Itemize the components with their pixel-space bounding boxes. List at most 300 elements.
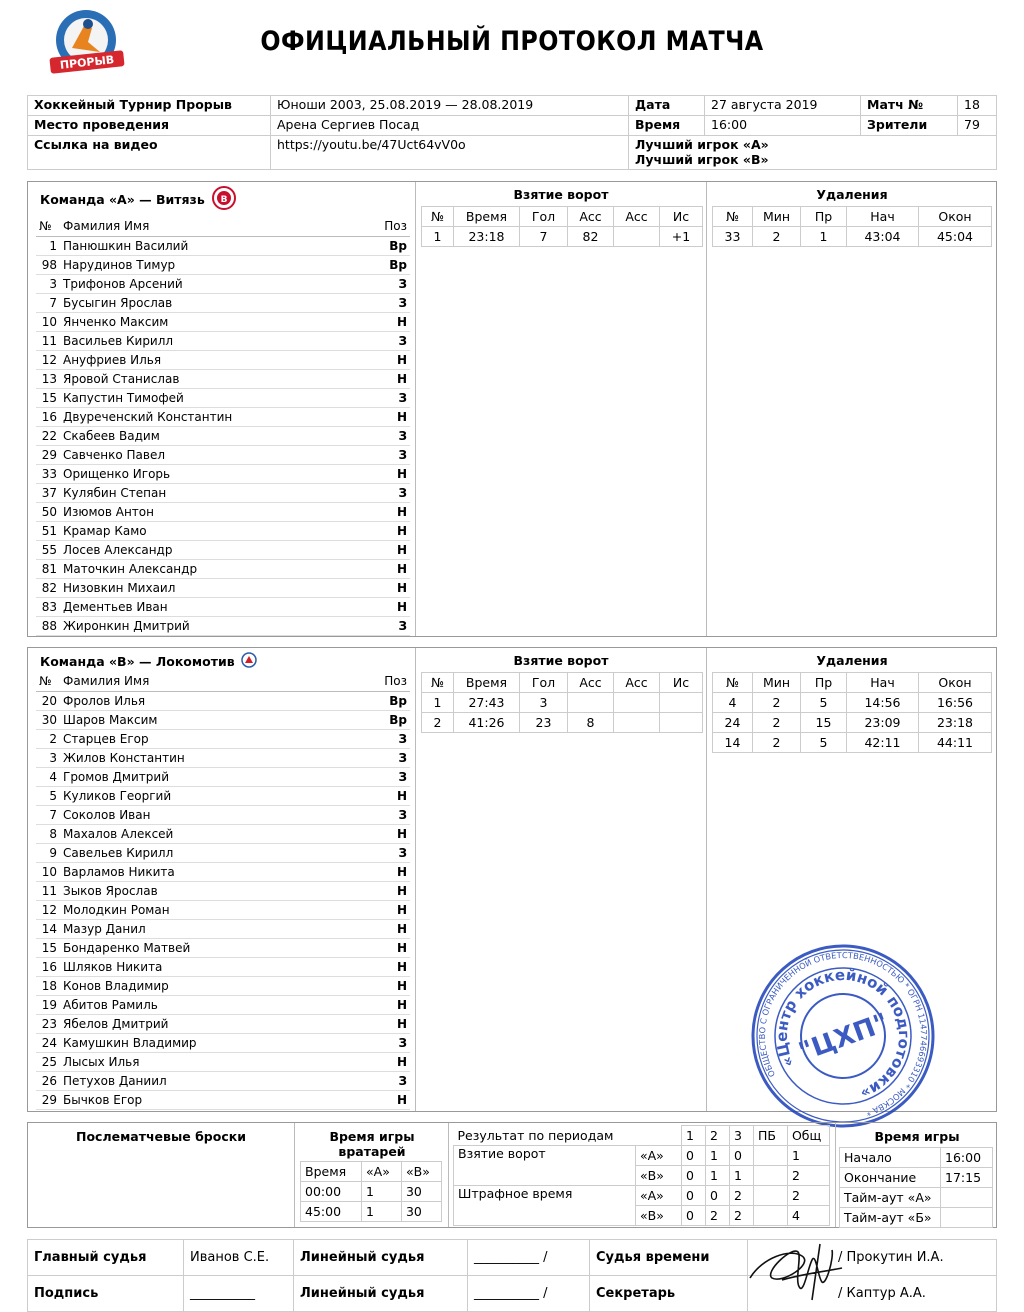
gk-a: 1: [362, 1182, 402, 1202]
player-name: Громов Дмитрий: [60, 767, 381, 786]
player-name: Янченко Максим: [60, 312, 381, 331]
signature-label: Подпись: [28, 1276, 184, 1312]
g-col-num: №: [422, 673, 454, 693]
roster-row: [36, 1090, 410, 1109]
player-position: Н: [381, 312, 410, 331]
table-row: [422, 227, 703, 247]
penalty-start: 43:04: [847, 227, 919, 247]
p-col-pr: Пр: [801, 673, 847, 693]
goal-time: 23:18: [454, 227, 520, 247]
goal-assist-1: [568, 693, 614, 713]
goals-b-p1: 0: [681, 1166, 705, 1186]
roster-row: [36, 900, 410, 919]
penalty-start: 23:09: [847, 713, 919, 733]
roster-row: [36, 350, 410, 369]
col-name: Фамилия Имя: [60, 217, 381, 236]
player-name: Низовкин Михаил: [60, 578, 381, 597]
timeout-a-label: Тайм-аут «А»: [840, 1188, 941, 1208]
pen-a-p3: 2: [729, 1186, 753, 1206]
team-a-header: [28, 188, 415, 210]
linesman-1-label: Линейный судья: [294, 1240, 468, 1276]
player-position: З: [381, 1033, 410, 1052]
pen-a-label: «А»: [635, 1186, 681, 1206]
p-col-min: Мин: [753, 207, 801, 227]
player-position: Н: [381, 597, 410, 616]
goal-number: 1: [422, 693, 454, 713]
period-total-header: Общ: [787, 1126, 829, 1146]
pen-b-total: 4: [787, 1206, 829, 1226]
venue-label: Место проведения: [28, 116, 271, 136]
table-row: [713, 713, 992, 733]
player-number: 11: [36, 331, 60, 350]
penalty-end: 44:11: [919, 733, 992, 753]
player-number: 30: [36, 710, 60, 729]
roster-row: [36, 1033, 410, 1052]
roster-row: [36, 938, 410, 957]
player-number: 2: [36, 729, 60, 748]
player-position: Н: [381, 1090, 410, 1109]
player-number: 51: [36, 521, 60, 540]
match-number-label: Матч №: [861, 96, 958, 116]
player-name: Фролов Илья: [60, 691, 381, 710]
timekeeper-label: Судья времени: [590, 1240, 748, 1276]
roster-row: [36, 976, 410, 995]
roster-row: [36, 559, 410, 578]
roster-row: [36, 786, 410, 805]
start-label: Начало: [840, 1148, 941, 1168]
p-col-pr: Пр: [801, 207, 847, 227]
p-col-num: №: [713, 673, 753, 693]
player-number: 16: [36, 407, 60, 426]
player-position: З: [381, 331, 410, 350]
player-number: 18: [36, 976, 60, 995]
player-name: Ануфриев Илья: [60, 350, 381, 369]
pen-b-p1: 0: [681, 1206, 705, 1226]
goal-assist-2: [614, 713, 660, 733]
spectators-value: 79: [958, 116, 997, 136]
goals-b-pb: [753, 1166, 787, 1186]
team-a-section: [27, 181, 997, 637]
secretary-label: Секретарь: [590, 1276, 748, 1312]
periods-title: Результат по периодам: [457, 1127, 614, 1143]
penalty-reason: 5: [801, 693, 847, 713]
player-name: Бусыгин Ярослав: [60, 293, 381, 312]
player-number: 12: [36, 350, 60, 369]
linesman-2-label: Линейный судья: [294, 1276, 468, 1312]
tournament-label: Хоккейный Турнир Прорыв: [28, 96, 271, 116]
penalty-start: 42:11: [847, 733, 919, 753]
pen-a-pb: [753, 1186, 787, 1206]
main-referee-value: Иванов С.Е.: [184, 1240, 294, 1276]
gk-time: 00:00: [301, 1182, 362, 1202]
team-b-penalties-title: Удаления: [816, 653, 888, 668]
player-position: Н: [381, 578, 410, 597]
team-b-title: Команда «В» — Локомотив: [40, 653, 235, 669]
player-name: Савельев Кирилл: [60, 843, 381, 862]
player-position: Н: [381, 464, 410, 483]
player-name: Изюмов Антон: [60, 502, 381, 521]
g-col-time: Время: [454, 673, 520, 693]
roster-row: [36, 1071, 410, 1090]
gk-time: 45:00: [301, 1202, 362, 1222]
g-col-goal: Гол: [520, 673, 568, 693]
period-pb-header: ПБ: [753, 1126, 787, 1146]
player-position: З: [381, 767, 410, 786]
player-name: Крамар Камо: [60, 521, 381, 540]
roster-row: [36, 464, 410, 483]
player-position: Н: [381, 369, 410, 388]
player-number: 98: [36, 255, 60, 274]
secretary-value: / Каптур А.А.: [748, 1276, 997, 1312]
player-number: 10: [36, 862, 60, 881]
player-position: Н: [381, 938, 410, 957]
player-position: З: [381, 1071, 410, 1090]
p-col-start: Нач: [847, 207, 919, 227]
player-number: 26: [36, 1071, 60, 1090]
best-player-b-label: Лучший игрок «В»: [635, 152, 769, 167]
summary-section: [27, 1122, 997, 1228]
player-position: Н: [381, 350, 410, 369]
player-position: Н: [381, 559, 410, 578]
penalty-minutes: 2: [753, 733, 801, 753]
col-num: №: [36, 217, 60, 236]
p-col-min: Мин: [753, 673, 801, 693]
player-number: 7: [36, 805, 60, 824]
player-name: Савченко Павел: [60, 445, 381, 464]
roster-row: [36, 236, 410, 255]
roster-row: [36, 957, 410, 976]
lokomotiv-logo-icon: [241, 652, 257, 671]
roster-row: [36, 388, 410, 407]
g-col-is: Ис: [660, 673, 703, 693]
g-col-ast: Асс: [568, 207, 614, 227]
g-col-ast2: Асс: [614, 207, 660, 227]
pen-b-label: «В»: [635, 1206, 681, 1226]
player-position: Н: [381, 824, 410, 843]
player-number: 24: [36, 1033, 60, 1052]
player-name: Орищенко Игорь: [60, 464, 381, 483]
roster-row: [36, 407, 410, 426]
penalty-end: 16:56: [919, 693, 992, 713]
team-a-goals-title: Взятие ворот: [513, 187, 609, 202]
player-position: З: [381, 293, 410, 312]
g-col-ast2: Асс: [614, 673, 660, 693]
penalty-end: 23:18: [919, 713, 992, 733]
player-number: 83: [36, 597, 60, 616]
best-player-a-label: Лучший игрок «А»: [635, 137, 769, 152]
handwritten-signature: [742, 1238, 846, 1304]
player-position: Н: [381, 862, 410, 881]
page-title: ОФИЦИАЛЬНЫЙ ПРОТОКОЛ МАТЧА: [260, 26, 764, 57]
roster-row: [36, 426, 410, 445]
roster-row: [36, 995, 410, 1014]
goal-assist-2: [614, 227, 660, 247]
team-b-penalties-table: [712, 672, 992, 753]
penalty-reason: 1: [801, 227, 847, 247]
penalty-start: 14:56: [847, 693, 919, 713]
player-position: З: [381, 748, 410, 767]
goal-scorer: 3: [520, 693, 568, 713]
game-time-table: [839, 1147, 993, 1228]
player-name: Лосев Александр: [60, 540, 381, 559]
player-name: Яровой Станислав: [60, 369, 381, 388]
player-number: 29: [36, 1090, 60, 1109]
goal-time: 27:43: [454, 693, 520, 713]
match-number-value: 18: [958, 96, 997, 116]
roster-row: [36, 1052, 410, 1071]
pen-a-p1: 0: [681, 1186, 705, 1206]
roster-row: [36, 862, 410, 881]
player-number: 55: [36, 540, 60, 559]
stamp-center-text: "ЦХП": [794, 1007, 893, 1068]
roster-row: [36, 331, 410, 350]
player-name: Старцев Егор: [60, 729, 381, 748]
start-value: 16:00: [941, 1148, 993, 1168]
col-pos: Поз: [381, 217, 410, 236]
player-name: Кулябин Степан: [60, 483, 381, 502]
player-number: 15: [36, 938, 60, 957]
player-number: 12: [36, 900, 60, 919]
player-number: 15: [36, 388, 60, 407]
player-number: 50: [36, 502, 60, 521]
gk-time-title: Время игры вратарей: [329, 1129, 415, 1159]
roster-row: [36, 881, 410, 900]
player-number: 23: [36, 1014, 60, 1033]
pen-b-p3: 2: [729, 1206, 753, 1226]
player-position: Вр: [381, 236, 410, 255]
player-name: Бычков Егор: [60, 1090, 381, 1109]
roster-row: [36, 919, 410, 938]
roster-row: [36, 843, 410, 862]
periods-table: [453, 1125, 830, 1226]
shootout-title: Послематчевые броски: [75, 1129, 246, 1144]
player-name: Петухов Даниил: [60, 1071, 381, 1090]
roster-row: [36, 691, 410, 710]
goals-b-total: 2: [787, 1166, 829, 1186]
goal-assist-2: [614, 693, 660, 713]
team-b-goals-title: Взятие ворот: [513, 653, 609, 668]
player-name: Шаров Максим: [60, 710, 381, 729]
penalty-reason: 15: [801, 713, 847, 733]
time-label: Время: [629, 116, 705, 136]
player-position: З: [381, 843, 410, 862]
player-name: Конов Владимир: [60, 976, 381, 995]
player-name: Лысых Илья: [60, 1052, 381, 1071]
player-name: Маточкин Александр: [60, 559, 381, 578]
player-number: 5: [36, 786, 60, 805]
player-position: Н: [381, 900, 410, 919]
stamp-ring-text: «Центр хоккейной подготовки»: [772, 965, 914, 1103]
player-name: Трифонов Арсений: [60, 274, 381, 293]
team-a-goals-table: [421, 206, 703, 247]
penalty-minutes: 2: [753, 227, 801, 247]
gk-col-time: Время: [301, 1162, 362, 1182]
player-name: Зыков Ярослав: [60, 881, 381, 900]
player-position: Н: [381, 786, 410, 805]
player-position: З: [381, 616, 410, 635]
company-stamp: [748, 943, 938, 1129]
player-position: Н: [381, 521, 410, 540]
penalty-end: 45:04: [919, 227, 992, 247]
gk-b: 30: [401, 1182, 441, 1202]
col-pos: Поз: [381, 672, 410, 691]
team-b-header: [28, 650, 415, 672]
player-name: Дементьев Иван: [60, 597, 381, 616]
goal-situation: [660, 713, 703, 733]
pen-b-pb: [753, 1206, 787, 1226]
timeout-a-value: [941, 1188, 993, 1208]
player-name: Жилов Константин: [60, 748, 381, 767]
player-name: Скабеев Вадим: [60, 426, 381, 445]
goal-number: 1: [422, 227, 454, 247]
pen-a-p2: 0: [705, 1186, 729, 1206]
roster-row: [36, 293, 410, 312]
goals-a-label: «А»: [635, 1146, 681, 1166]
player-number: 3: [36, 748, 60, 767]
table-row: [301, 1202, 442, 1222]
team-a-penalties-table: [712, 206, 992, 247]
referees-table: [27, 1239, 997, 1312]
player-number: 22: [36, 426, 60, 445]
penalty-player: 14: [713, 733, 753, 753]
player-name: Махалов Алексей: [60, 824, 381, 843]
goals-a-p3: 0: [729, 1146, 753, 1166]
g-col-ast: Асс: [568, 673, 614, 693]
goal-situation: [660, 693, 703, 713]
roster-row: [36, 274, 410, 293]
player-position: Вр: [381, 255, 410, 274]
period-1-header: 1: [681, 1126, 705, 1146]
video-link[interactable]: https://youtu.be/47Uct64vV0o: [271, 136, 629, 170]
pen-b-p2: 2: [705, 1206, 729, 1226]
player-position: З: [381, 483, 410, 502]
player-position: Н: [381, 881, 410, 900]
g-col-is: Ис: [660, 207, 703, 227]
table-row: [301, 1182, 442, 1202]
player-position: З: [381, 388, 410, 407]
roster-row: [36, 483, 410, 502]
penalty-player: 33: [713, 227, 753, 247]
venue-value: Арена Сергиев Посад: [271, 116, 629, 136]
table-row: [713, 693, 992, 713]
period-3-header: 3: [729, 1126, 753, 1146]
team-b-goals-table: [421, 672, 703, 733]
roster-row: [36, 312, 410, 331]
player-name: Капустин Тимофей: [60, 388, 381, 407]
time-value: 16:00: [705, 116, 861, 136]
player-name: Мазур Данил: [60, 919, 381, 938]
gk-a: 1: [362, 1202, 402, 1222]
player-number: 16: [36, 957, 60, 976]
player-name: Куликов Георгий: [60, 786, 381, 805]
signature-value: __________: [184, 1276, 294, 1312]
stamp-outer-text: ОБЩЕСТВО С ОГРАНИЧЕННОЙ ОТВЕТСТВЕННОСТЬЮ * ОГРН 1147746693310 * МОСКВА *: [756, 949, 930, 1119]
player-position: Н: [381, 957, 410, 976]
roster-row: [36, 369, 410, 388]
timeout-b-label: Тайм-аут «Б»: [840, 1208, 941, 1228]
roster-row: [36, 540, 410, 559]
gk-time-table: [300, 1161, 442, 1222]
player-number: 3: [36, 274, 60, 293]
svg-text:В: В: [220, 194, 228, 205]
gk-col-a: «А»: [362, 1162, 402, 1182]
g-col-time: Время: [454, 207, 520, 227]
player-position: Вр: [381, 710, 410, 729]
goal-number: 2: [422, 713, 454, 733]
player-number: 33: [36, 464, 60, 483]
player-name: Двуреченский Константин: [60, 407, 381, 426]
player-number: 13: [36, 369, 60, 388]
player-number: 37: [36, 483, 60, 502]
player-number: 25: [36, 1052, 60, 1071]
player-number: 19: [36, 995, 60, 1014]
player-number: 9: [36, 843, 60, 862]
penalty-minutes: 2: [753, 713, 801, 733]
player-name: Камушкин Владимир: [60, 1033, 381, 1052]
player-name: Панюшкин Василий: [60, 236, 381, 255]
g-col-num: №: [422, 207, 454, 227]
table-row: [713, 733, 992, 753]
roster-row: [36, 616, 410, 635]
player-number: 81: [36, 559, 60, 578]
game-time-title: Время игры: [874, 1129, 960, 1144]
roster-row: [36, 710, 410, 729]
roster-row: [36, 521, 410, 540]
player-name: Абитов Рамиль: [60, 995, 381, 1014]
player-name: Бондаренко Матвей: [60, 938, 381, 957]
player-name: Жиронкин Дмитрий: [60, 616, 381, 635]
player-number: 11: [36, 881, 60, 900]
date-value: 27 августа 2019: [705, 96, 861, 116]
player-name: Шляков Никита: [60, 957, 381, 976]
roster-row: [36, 445, 410, 464]
spectators-label: Зрители: [861, 116, 958, 136]
player-name: Нарудинов Тимур: [60, 255, 381, 274]
end-label: Окончание: [840, 1168, 941, 1188]
col-num: №: [36, 672, 60, 691]
penalty-reason: 5: [801, 733, 847, 753]
team-a-penalties-title: Удаления: [816, 187, 888, 202]
goals-b-p2: 1: [705, 1166, 729, 1186]
timekeeper-value: / Прокутин И.А.: [748, 1240, 997, 1276]
goals-a-p1: 0: [681, 1146, 705, 1166]
player-name: Васильев Кирилл: [60, 331, 381, 350]
video-label: Ссылка на видео: [28, 136, 271, 170]
pen-a-total: 2: [787, 1186, 829, 1206]
player-name: Ябелов Дмитрий: [60, 1014, 381, 1033]
match-info-table: [27, 95, 997, 170]
roster-row: [36, 578, 410, 597]
roster-row: [36, 502, 410, 521]
table-row: [713, 227, 992, 247]
date-label: Дата: [629, 96, 705, 116]
gk-col-b: «В»: [401, 1162, 441, 1182]
player-number: 82: [36, 578, 60, 597]
linesman-2-value: __________ /: [468, 1276, 590, 1312]
goal-scorer: 23: [520, 713, 568, 733]
player-position: Н: [381, 1052, 410, 1071]
player-position: З: [381, 729, 410, 748]
penalty-time-label: Штрафное время: [454, 1186, 636, 1226]
player-number: 10: [36, 312, 60, 331]
player-position: З: [381, 274, 410, 293]
player-number: 4: [36, 767, 60, 786]
goals-label: Взятие ворот: [454, 1146, 636, 1186]
player-position: Н: [381, 995, 410, 1014]
player-position: Вр: [381, 691, 410, 710]
player-number: 1: [36, 236, 60, 255]
penalty-minutes: 2: [753, 693, 801, 713]
